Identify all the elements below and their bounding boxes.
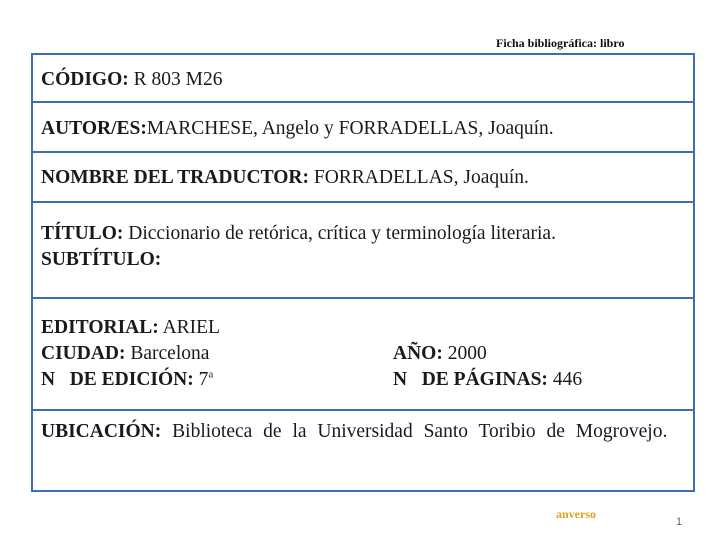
- traductor-label: NOMBRE DEL TRADUCTOR:: [41, 167, 309, 188]
- paginas-label: N DE PÁGINAS:: [393, 369, 548, 390]
- editorial-row: [33, 299, 693, 411]
- ubicacion-label: UBICACIÓN:: [41, 421, 162, 442]
- paginas-value: 446: [547, 369, 583, 390]
- codigo-label: CÓDIGO:: [41, 69, 129, 90]
- anio-value: 2000: [442, 343, 487, 364]
- codigo-value: R 803 M26: [128, 69, 223, 90]
- edicion-value: 7: [193, 369, 209, 390]
- bibliographic-card: [31, 53, 695, 492]
- autor-value: MARCHESE, Angelo y FORRADELLAS, Joaquín.: [146, 118, 554, 139]
- ubicacion-value: Biblioteca de la Universidad Santo Toribio de Mogrovejo.: [161, 421, 668, 442]
- subtitulo-label: SUBTÍTULO:: [41, 249, 162, 270]
- page-number: 1: [676, 516, 683, 528]
- edicion-superscript: a: [208, 368, 214, 381]
- anio-label: AÑO:: [393, 343, 443, 364]
- ciudad-label: CIUDAD:: [41, 343, 126, 364]
- titulo-label: TÍTULO:: [41, 223, 124, 244]
- codigo-row: [33, 55, 693, 103]
- traductor-value: FORRADELLAS, Joaquín.: [308, 167, 529, 188]
- titulo-value: Diccionario de retórica, crítica y terminología literaria.: [123, 223, 556, 244]
- traductor-row: [33, 153, 693, 203]
- card-type-label: Ficha bibliográfica: libro: [496, 36, 625, 50]
- titulo-row: [33, 203, 693, 299]
- edicion-label: N DE EDICIÓN:: [41, 369, 194, 390]
- editorial-label: EDITORIAL:: [41, 317, 159, 338]
- ciudad-value: Barcelona: [125, 343, 210, 364]
- editorial-value: ARIEL: [158, 317, 220, 338]
- autor-row: [33, 103, 693, 153]
- ubicacion-row: [33, 411, 693, 490]
- autor-label: AUTOR/ES:: [41, 118, 147, 139]
- anverso-label: anverso: [556, 507, 596, 521]
